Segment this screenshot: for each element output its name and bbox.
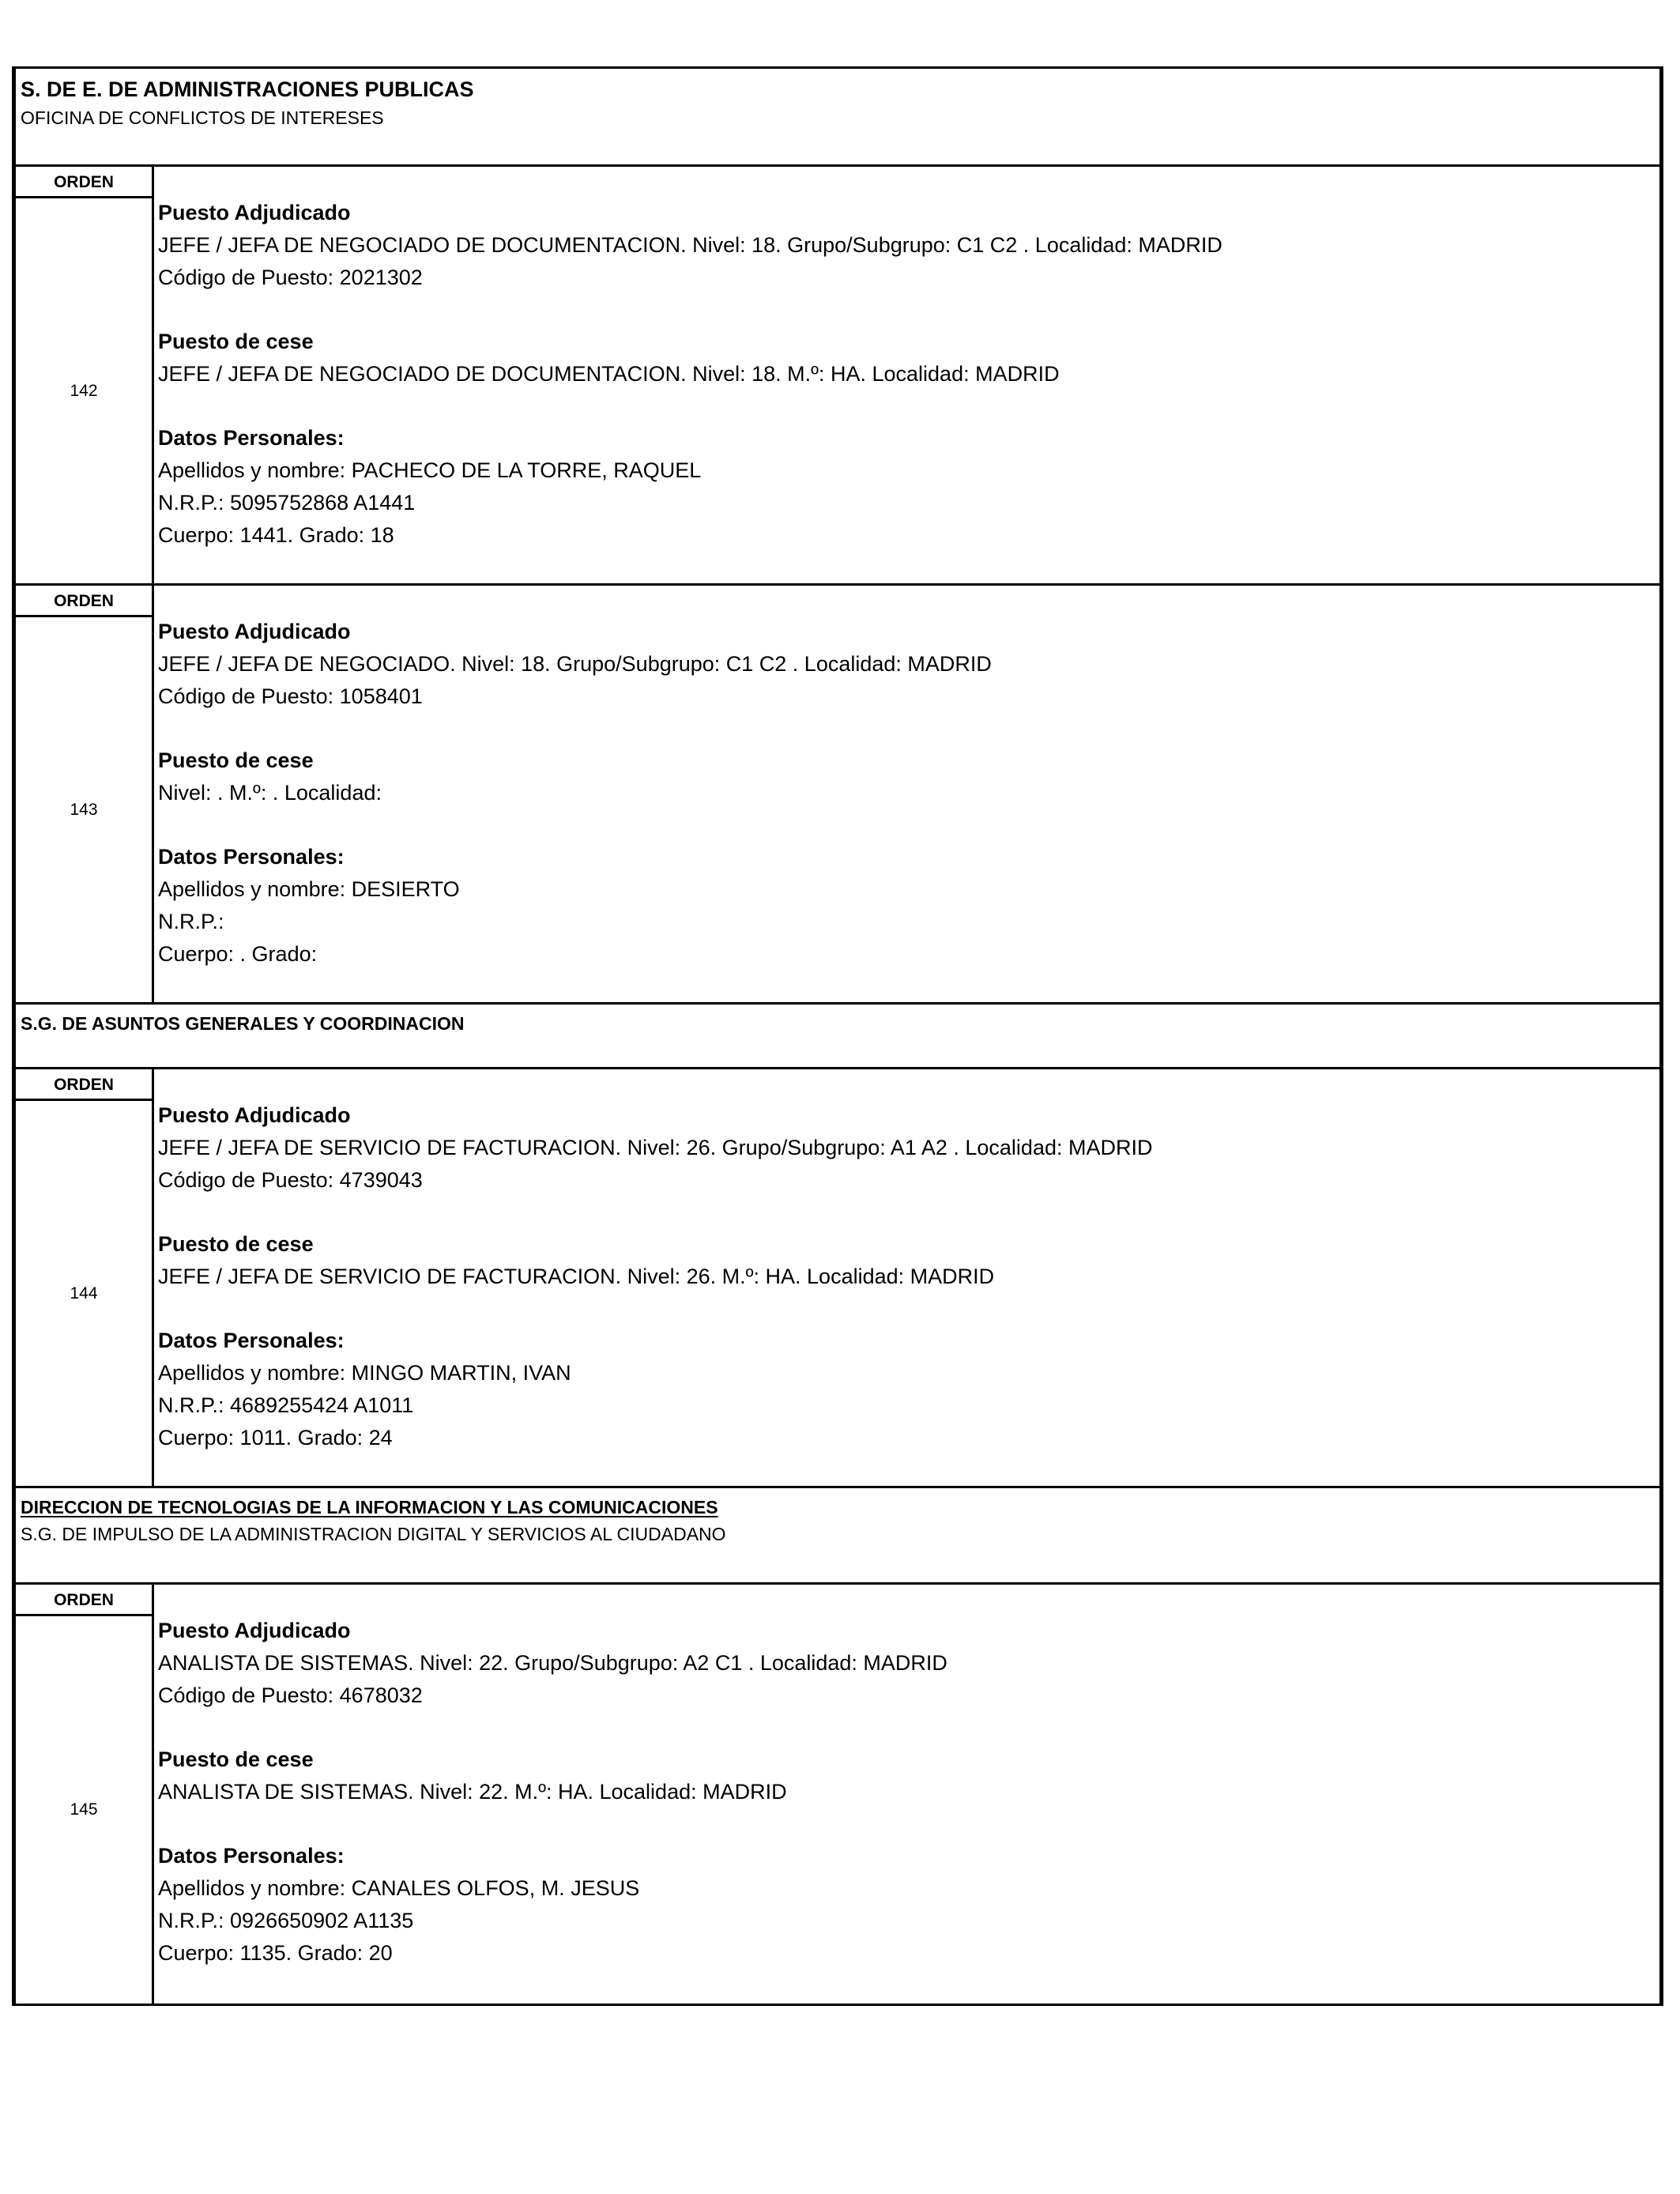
apellidos-nombre: Apellidos y nombre: PACHECO DE LA TORRE, RAQUEL <box>158 458 702 482</box>
codigo-puesto: Código de Puesto: 2021302 <box>158 266 423 289</box>
section-header <box>16 1488 1659 1585</box>
puesto-adjudicado-text: JEFE / JEFA DE SERVICIO DE FACTURACION. Nivel: 26. Grupo/Subgrupo: A1 A2 . Localidad: MADRID <box>158 1136 1153 1159</box>
section-title: DIRECCION DE TECNOLOGIAS DE LA INFORMACION Y LAS COMUNICACIONES <box>21 1497 718 1517</box>
record-row <box>16 167 1659 586</box>
puesto-adjudicado-heading: Puesto Adjudicado <box>158 201 351 224</box>
puesto-cese-heading: Puesto de cese <box>158 1747 314 1771</box>
puesto-cese-text: JEFE / JEFA DE SERVICIO DE FACTURACION. Nivel: 26. M.º: HA. Localidad: MADRID <box>158 1265 995 1288</box>
puesto-cese-text: Nivel: . M.º: . Localidad: <box>158 781 382 805</box>
section-subtitle: S.G. DE IMPULSO DE LA ADMINISTRACION DIGITAL Y SERVICIOS AL CIUDADANO <box>21 1524 726 1544</box>
puesto-adjudicado-text: JEFE / JEFA DE NEGOCIADO. Nivel: 18. Grupo/Subgrupo: C1 C2 . Localidad: MADRID <box>158 652 992 676</box>
section-header <box>16 1005 1659 1069</box>
record-details <box>154 586 1659 1002</box>
section-header <box>16 69 1659 167</box>
section-title: S. DE E. DE ADMINISTRACIONES PUBLICAS <box>21 77 474 101</box>
puesto-adjudicado-heading: Puesto Adjudicado <box>158 1103 351 1127</box>
nrp: N.R.P.: <box>158 910 224 933</box>
datos-personales-heading: Datos Personales: <box>158 426 345 450</box>
cuerpo-grado: Cuerpo: . Grado: <box>158 942 318 966</box>
orden-label: ORDEN <box>16 167 152 198</box>
datos-personales-heading: Datos Personales: <box>158 1844 345 1868</box>
orden-cell <box>16 586 154 1002</box>
puesto-cese-text: ANALISTA DE SISTEMAS. Nivel: 22. M.º: HA. Localidad: MADRID <box>158 1780 787 1804</box>
apellidos-nombre: Apellidos y nombre: DESIERTO <box>158 877 460 901</box>
orden-number: 142 <box>70 381 98 400</box>
puesto-cese-heading: Puesto de cese <box>158 1232 314 1256</box>
orden-number: 143 <box>70 800 98 819</box>
nrp: N.R.P.: 4689255424 A1011 <box>158 1393 414 1417</box>
orden-label: ORDEN <box>16 1069 152 1101</box>
cuerpo-grado: Cuerpo: 1135. Grado: 20 <box>158 1941 393 1965</box>
nrp: N.R.P.: 0926650902 A1135 <box>158 1909 414 1932</box>
orden-cell <box>16 1585 154 2004</box>
puesto-cese-text: JEFE / JEFA DE NEGOCIADO DE DOCUMENTACION. Nivel: 18. M.º: HA. Localidad: MADRID <box>158 362 1060 386</box>
cuerpo-grado: Cuerpo: 1011. Grado: 24 <box>158 1426 393 1449</box>
puesto-cese-heading: Puesto de cese <box>158 748 314 772</box>
puesto-cese-heading: Puesto de cese <box>158 330 314 353</box>
puesto-adjudicado-text: JEFE / JEFA DE NEGOCIADO DE DOCUMENTACION. Nivel: 18. Grupo/Subgrupo: C1 C2 . Localidad: MADRID <box>158 233 1222 257</box>
record-row <box>16 586 1659 1005</box>
apellidos-nombre: Apellidos y nombre: MINGO MARTIN, IVAN <box>158 1361 571 1385</box>
orden-label: ORDEN <box>16 1585 152 1616</box>
orden-cell <box>16 1069 154 1486</box>
record-row <box>16 1069 1659 1488</box>
section-subtitle: OFICINA DE CONFLICTOS DE INTERESES <box>21 107 384 128</box>
codigo-puesto: Código de Puesto: 4678032 <box>158 1683 423 1707</box>
puesto-adjudicado-heading: Puesto Adjudicado <box>158 620 351 643</box>
puesto-adjudicado-text: ANALISTA DE SISTEMAS. Nivel: 22. Grupo/Subgrupo: A2 C1 . Localidad: MADRID <box>158 1651 947 1675</box>
datos-personales-heading: Datos Personales: <box>158 1329 345 1352</box>
codigo-puesto: Código de Puesto: 4739043 <box>158 1168 423 1192</box>
codigo-puesto: Código de Puesto: 1058401 <box>158 684 423 708</box>
record-row <box>16 1585 1659 2004</box>
cuerpo-grado: Cuerpo: 1441. Grado: 18 <box>158 523 394 547</box>
orden-cell <box>16 167 154 583</box>
document-table <box>12 66 1663 2006</box>
record-details <box>154 1585 1659 2004</box>
datos-personales-heading: Datos Personales: <box>158 845 345 869</box>
apellidos-nombre: Apellidos y nombre: CANALES OLFOS, M. JESUS <box>158 1876 640 1900</box>
record-details <box>154 167 1659 583</box>
nrp: N.R.P.: 5095752868 A1441 <box>158 491 416 515</box>
orden-number: 145 <box>70 1800 98 1819</box>
orden-number: 144 <box>70 1284 98 1302</box>
record-details <box>154 1069 1659 1486</box>
puesto-adjudicado-heading: Puesto Adjudicado <box>158 1619 351 1642</box>
orden-label: ORDEN <box>16 586 152 617</box>
section-title: S.G. DE ASUNTOS GENERALES Y COORDINACION <box>21 1013 465 1034</box>
